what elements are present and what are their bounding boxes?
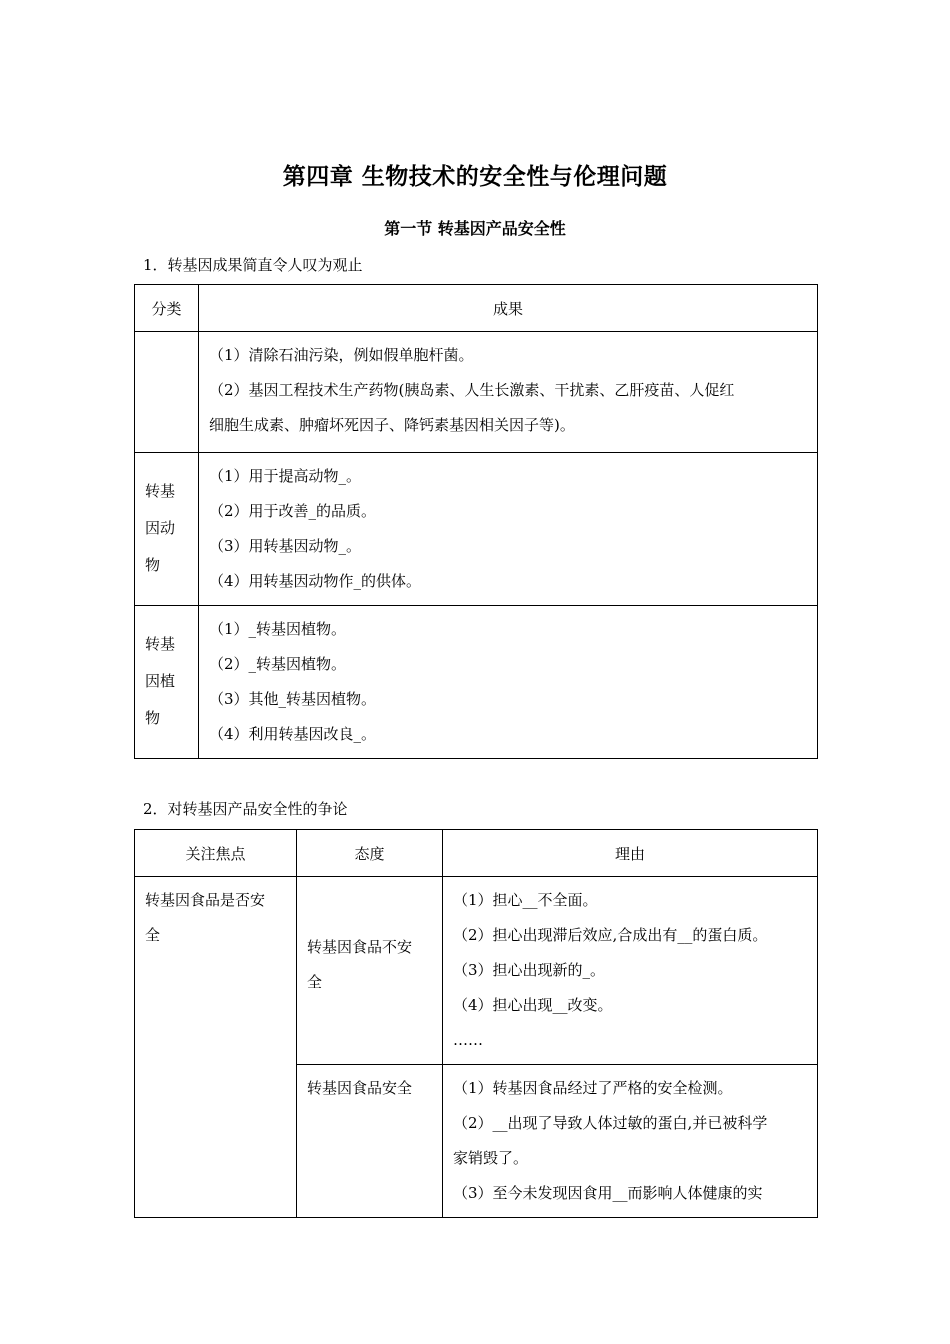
safety-debate-table (134, 829, 818, 1218)
table-row (135, 877, 818, 1065)
achievements-cell (199, 332, 818, 453)
reasons-cell (443, 877, 818, 1065)
header-focus: 关注焦点 (135, 830, 297, 877)
list-item: （2）__出现了导致人体过敏的蛋白,并已被科学 (453, 1114, 768, 1132)
list-item: （2）_转基因植物。 (209, 655, 347, 673)
list-item: …… (453, 1031, 483, 1049)
list-item: （3）担心出现新的_。 (453, 961, 606, 979)
header-achievements: 成果 (199, 285, 818, 332)
list-item: （2）基因工程技术生产药物(胰岛素、人生长激素、干扰素、乙肝疫苗、人促红 (209, 381, 735, 399)
category-cell: 转基 因动 物 (135, 453, 199, 606)
achievements-cell (199, 606, 818, 759)
chapter-title: 第四章 生物技术的安全性与伦理问题 (282, 164, 668, 190)
table-row (135, 453, 818, 606)
table-row (135, 332, 818, 453)
list-item: （2）用于改善_的品质。 (209, 502, 377, 520)
list-item: （3）用转基因动物_。 (209, 537, 362, 555)
achievements-cell (199, 453, 818, 606)
list-item: （4）担心出现__改变。 (453, 996, 613, 1014)
list-item: （4）利用转基因改良_。 (209, 725, 377, 743)
list-item: （4）用转基因动物作_的供体。 (209, 572, 422, 590)
list-item: （1）用于提高动物_。 (209, 467, 362, 485)
header-attitude: 态度 (297, 830, 443, 877)
list-item: （1）_转基因植物。 (209, 620, 347, 638)
list-item: （1）清除石油污染，例如假单胞杆菌。 (209, 346, 474, 364)
question-2-heading: 2．对转基因产品安全性的争论 (143, 800, 348, 818)
category-cell: 转基 因植 物 (135, 606, 199, 759)
section-title: 第一节 转基因产品安全性 (384, 219, 566, 238)
table-row (135, 606, 818, 759)
list-item: （2）担心出现滞后效应,合成出有__的蛋白质。 (453, 926, 768, 944)
reasons-cell (443, 1065, 818, 1218)
list-item: 细胞生成素、肿瘤坏死因子、降钙素基因相关因子等)。 (209, 416, 575, 434)
list-item: （1）担心__不全面。 (453, 891, 598, 909)
attitude-cell: 转基因食品安全 (297, 1065, 443, 1218)
list-item: （1）转基因食品经过了严格的安全检测。 (453, 1079, 733, 1097)
focus-cell: 转基因食品是否安 全 (135, 877, 297, 1218)
list-item: （3）至今未发现因食用__而影响人体健康的实 (453, 1184, 763, 1202)
question-1-heading: 1．转基因成果简直令人叹为观止 (143, 256, 363, 274)
list-item: 家销毁了。 (453, 1149, 529, 1167)
header-reasons: 理由 (443, 830, 818, 877)
achievements-table (134, 284, 818, 759)
category-cell (135, 332, 199, 453)
list-item: （3）其他_转基因植物。 (209, 690, 377, 708)
attitude-cell: 转基因食品不安 全 (297, 877, 443, 1065)
header-category: 分类 (135, 285, 199, 332)
